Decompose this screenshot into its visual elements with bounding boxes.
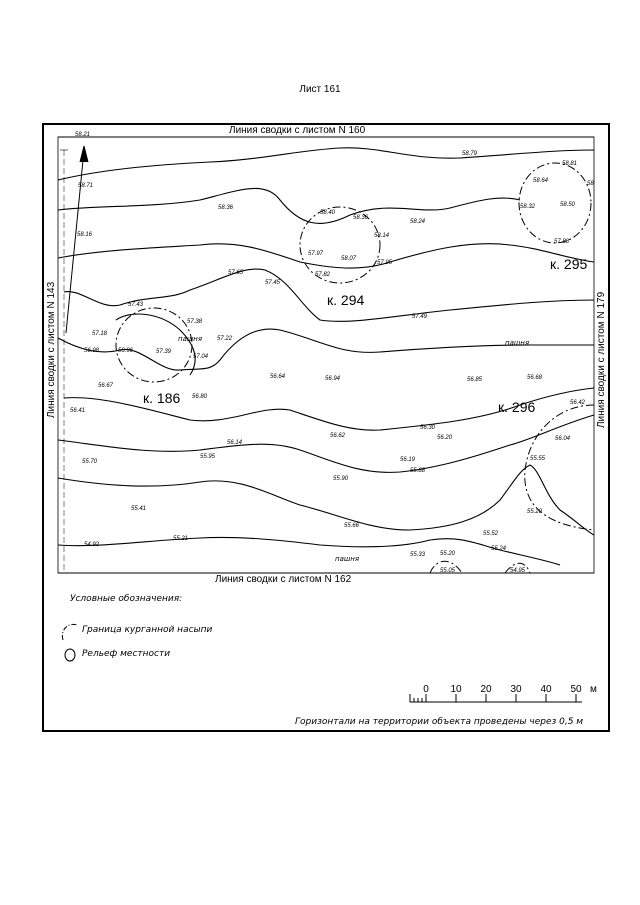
spot-height: 56.19 bbox=[400, 457, 416, 463]
kurgan-label: к. 296 bbox=[498, 399, 536, 415]
spot-height: 55.70 bbox=[82, 459, 98, 465]
scale-tick-label: 50 bbox=[570, 684, 582, 695]
contour-line bbox=[58, 148, 594, 180]
scale-tick-label: 20 bbox=[480, 684, 492, 695]
spot-height: 57.38 bbox=[187, 319, 203, 325]
scale-tick-label: 10 bbox=[450, 684, 462, 695]
spot-height: 55.20 bbox=[527, 509, 543, 515]
legend-relief-symbol bbox=[65, 649, 75, 661]
spot-height: 58 bbox=[587, 181, 594, 187]
spot-height: 55.95 bbox=[200, 454, 216, 460]
scale-bar bbox=[410, 694, 582, 702]
border-label-right: Линия сводки с листом N 179 bbox=[596, 291, 607, 428]
spot-height: 55.05 bbox=[440, 568, 456, 574]
kurgan-boundaries bbox=[116, 163, 594, 573]
spot-height: 56.14 bbox=[227, 440, 243, 446]
contour-line bbox=[58, 537, 560, 565]
spot-height: 58.36 bbox=[353, 215, 369, 221]
spot-height: 57.88 bbox=[554, 239, 570, 245]
spot-height: 56.62 bbox=[330, 433, 346, 439]
legend-heading: Условные обозначения: bbox=[70, 594, 183, 604]
contour-interval-note: Горизонтали на территории объекта проведены через 0,5 м bbox=[295, 717, 584, 727]
kurgan-label: к. 295 bbox=[550, 256, 588, 272]
spot-height: 55.52 bbox=[483, 531, 499, 537]
map-canvas bbox=[44, 125, 608, 730]
spot-height: 55.33 bbox=[410, 552, 426, 558]
spot-height: 58.79 bbox=[462, 151, 478, 157]
spot-height: 56.68 bbox=[527, 375, 543, 381]
kurgan-label: к. 186 bbox=[143, 390, 181, 406]
spot-height: 58.32 bbox=[520, 204, 536, 210]
spot-height: 58.40 bbox=[320, 210, 336, 216]
kurgan-boundary-k186 bbox=[116, 308, 192, 382]
spot-height: 56.80 bbox=[192, 394, 208, 400]
spot-heights bbox=[70, 132, 594, 574]
spot-height: 56.96 bbox=[118, 348, 134, 354]
spot-height: 55.24 bbox=[491, 546, 507, 552]
spot-height: 56.30 bbox=[420, 425, 436, 431]
spot-height: 58.16 bbox=[77, 232, 93, 238]
spot-height: 56.67 bbox=[98, 383, 114, 389]
spot-height: 57.95 bbox=[377, 260, 393, 266]
spot-height: 56.94 bbox=[325, 376, 341, 382]
spot-height: 58.14 bbox=[374, 233, 390, 239]
border-label-top: Линия сводки с листом N 160 bbox=[229, 125, 366, 136]
spot-height: 54.92 bbox=[84, 542, 100, 548]
spot-height: 55.20 bbox=[440, 551, 456, 557]
map-frame bbox=[42, 123, 610, 732]
spot-height: 56.04 bbox=[555, 436, 571, 442]
spot-height: 56.64 bbox=[270, 374, 286, 380]
spot-height: 57.65 bbox=[228, 270, 244, 276]
spot-height: 57.45 bbox=[265, 280, 281, 286]
spot-height: 56.20 bbox=[437, 435, 453, 441]
spot-height: 57.43 bbox=[128, 302, 144, 308]
scale-unit: м bbox=[590, 684, 597, 695]
spot-height: 55.66 bbox=[344, 523, 360, 529]
land-use-label: пашня bbox=[335, 555, 360, 563]
spot-height: 58.24 bbox=[410, 219, 426, 225]
spot-height: 56.42 bbox=[570, 400, 586, 406]
scale-ticks bbox=[423, 684, 582, 695]
spot-height: 58.81 bbox=[562, 161, 578, 167]
scale-tick-label: 30 bbox=[510, 684, 522, 695]
spot-height: 56.41 bbox=[70, 408, 86, 414]
spot-height: 55.41 bbox=[131, 506, 147, 512]
contour-line bbox=[58, 188, 520, 223]
spot-height: 56.85 bbox=[467, 377, 483, 383]
border-label-bottom: Линия сводки с листом N 162 bbox=[215, 574, 352, 585]
legend-label: Рельеф местности bbox=[82, 649, 171, 659]
contour-line bbox=[58, 415, 594, 472]
land-use-label: пашня bbox=[178, 335, 203, 343]
legend-kurgan-symbol bbox=[62, 624, 77, 640]
kurgan-boundary-k295 bbox=[519, 163, 591, 243]
spot-height: 57.18 bbox=[92, 331, 108, 337]
contour-line bbox=[58, 329, 594, 370]
spot-height: 57.49 bbox=[412, 314, 428, 320]
spot-height: 57.82 bbox=[315, 272, 331, 278]
kurgan-label: к. 294 bbox=[327, 292, 365, 308]
spot-height: 58.71 bbox=[78, 183, 94, 189]
spot-height: 55.90 bbox=[333, 476, 349, 482]
spot-height: 58.07 bbox=[341, 256, 357, 262]
scale-tick-label: 40 bbox=[540, 684, 552, 695]
spot-height: 56.98 bbox=[84, 348, 100, 354]
spot-height: 58.36 bbox=[218, 205, 234, 211]
spot-height: 57.22 bbox=[217, 336, 233, 342]
border-label-left: Линия сводки с листом N 143 bbox=[46, 281, 57, 418]
spot-height: 57.97 bbox=[308, 251, 324, 257]
spot-height: 58.64 bbox=[533, 178, 549, 184]
spot-height: 55.21 bbox=[173, 536, 189, 542]
contour-line bbox=[58, 244, 594, 268]
spot-height: 57.39 bbox=[156, 349, 172, 355]
contour-line bbox=[116, 314, 195, 375]
spot-height: 57.04 bbox=[193, 354, 209, 360]
legend-label: Граница курганной насыпи bbox=[82, 625, 213, 635]
sheet-title: Лист 161 bbox=[299, 84, 341, 95]
land-use-label: пашня bbox=[505, 339, 530, 347]
contour-line bbox=[58, 465, 594, 535]
spot-height: 58.50 bbox=[560, 202, 576, 208]
scale-tick-label: 0 bbox=[423, 684, 429, 695]
spot-height: 55.88 bbox=[410, 468, 426, 474]
spot-height: 54.95 bbox=[510, 568, 526, 574]
spot-height: 58.21 bbox=[75, 132, 91, 138]
spot-height: 55.55 bbox=[530, 456, 546, 462]
